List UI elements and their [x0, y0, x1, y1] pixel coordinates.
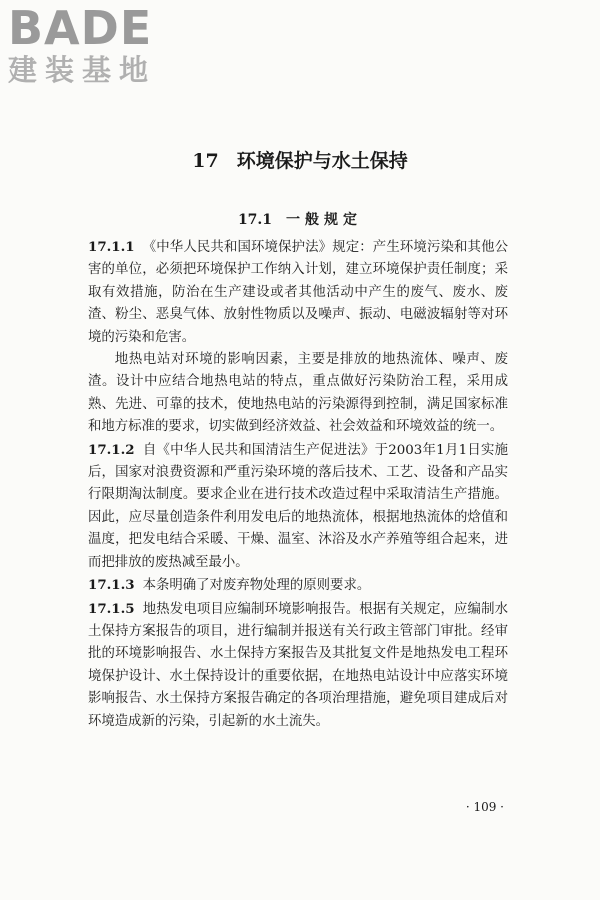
logo: [8, 1, 178, 88]
clause-number: 17.1.2: [88, 441, 135, 458]
section-number: 17.1: [237, 212, 273, 228]
paragraph-text: 地热电站对环境的影响因素，主要是排放的地热流体、噪声、废渣。设计中应结合地热电站的特点，重点做好污染防治工程，采用成熟、先进、可靠的技术，使地热电站的污染源得到控制，满足国家标准和地方标准的要求，切实做到经济效益、社会效益和环境效益的统一。: [88, 352, 508, 435]
paragraph-text: 《中华人民共和国环境保护法》规定：产生环境污染和其他公害的单位，必须把环境保护工作纳入计划，建立环境保护责任制度；采取有效措施，防治在生产建设或者其他活动中产生的废气、废水、废渣、粉尘、恶臭气体、放射性物质以及噪声、振动、电磁波辐射等对环境的污染和危害。: [88, 240, 508, 345]
paragraph-17-1-2: [88, 439, 508, 574]
paragraph-17-1-3: [88, 574, 508, 597]
clause-number: 17.1.3: [88, 577, 135, 594]
logo-wordmark: BADE: [8, 1, 153, 55]
section-title-text: 一般规定: [286, 212, 363, 228]
chapter-title: [0, 146, 600, 173]
paragraph-17-1-1-continued: [88, 349, 508, 439]
body-text: [88, 236, 508, 733]
paragraph-17-1-1: [88, 236, 508, 349]
paragraph-text: 自《中华人民共和国清洁生产促进法》于2003年1月1日实施后，国家对浪费资源和严重污染环境的落后技术、工艺、设备和产品实行限期淘汰制度。要求企业在进行技术改造过程中采取清洁生产措施。因此，应尽量创造条件利用发电后的地热流体，根据地热流体的焓值和温度，把发电结合采暖、干燥、温室、沐浴及水产养殖等组合起来，进而把排放的废热减至最小。: [88, 442, 508, 570]
clause-number: 17.1.5: [88, 600, 135, 617]
paragraph-text: 本条明确了对废弃物处理的原则要求。: [142, 578, 371, 594]
paragraph-17-1-5: [88, 598, 508, 733]
page-number: · 109 ·: [465, 800, 504, 814]
chapter-number: 17: [192, 150, 219, 172]
paragraph-text: 地热发电项目应编制环境影响报告。根据有关规定，应编制水土保持方案报告的项目，进行编制并报送有关行政主管部门审批。经审批的环境影响报告、水土保持方案报告及其批复文件是地热发电工程环境保护设计、水土保持设计的重要依据，在地热电站设计中应落实环境影响报告、水土保持方案报告确定的各项治理措施，避免项目建成后对环境造成新的污染，引起新的水土流失。: [88, 601, 508, 729]
clause-number: 17.1.1: [88, 239, 135, 255]
logo-subtitle: 建装基地: [8, 53, 157, 87]
section-title: [0, 209, 600, 229]
chapter-title-text: 环境保护与水土保持: [236, 150, 408, 172]
